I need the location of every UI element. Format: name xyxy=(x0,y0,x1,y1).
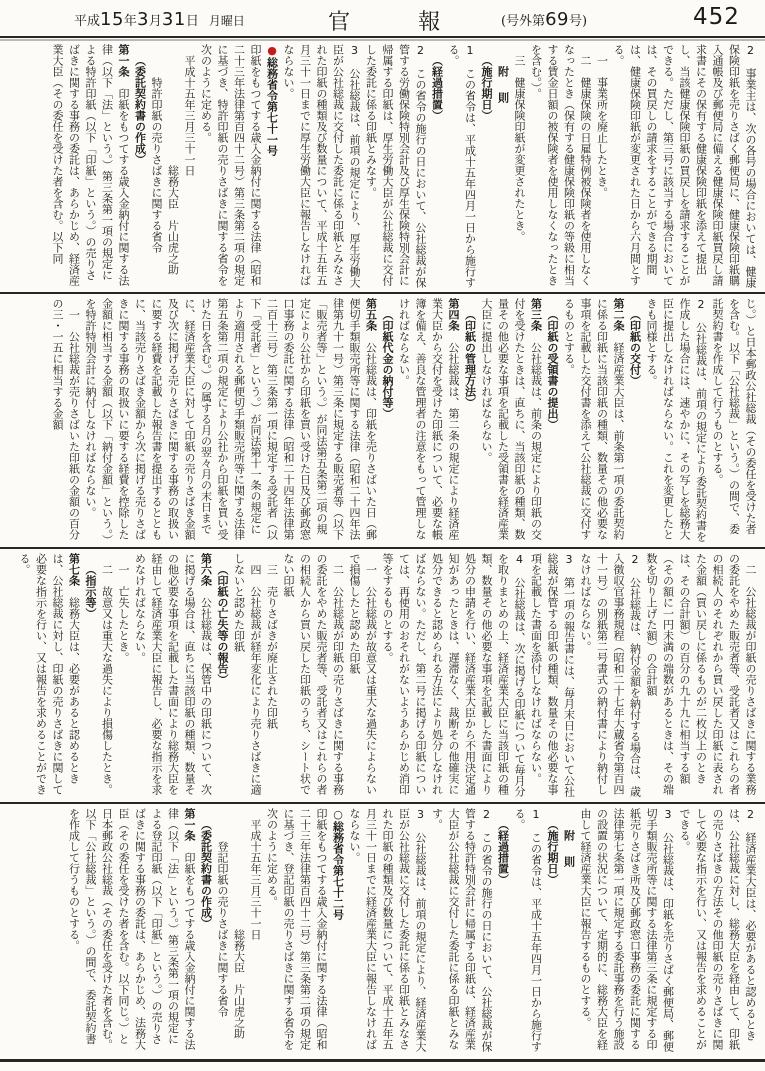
header-text: (号外第 xyxy=(501,14,546,29)
paragraph: 2 この省令の施行の日において、公社総裁が保管する特許特別会計に帰属する印紙は、経済産業大臣が公社総裁に交付した委託に係る印紙とみなす。 xyxy=(430,808,493,1052)
paragraph: 2 公社総裁は、前項の規定により委託契約書を作成した場合には、速やかに、その写しを総務大臣に提出しなければならない。これを変更したときも同様とする。 xyxy=(645,298,708,542)
paragraph: 第四条 公社総裁は、第二条の規定により経済産業大臣から交付を受けた印紙について、必要な帳簿を備え、善良な管理者の注意をもって管理しなければならない。 xyxy=(397,298,460,540)
paragraph: 第三条 公社総裁は、前条の規定により印紙の交付を受けたときは、直ちに、当該印紙の種類、数量その他必要な事項を記載した受領書を経済産業大臣に提出しなければならない。 xyxy=(480,298,543,540)
paragraph: 一 事業所を廃止したとき。 xyxy=(595,55,609,198)
paragraph xyxy=(82,553,99,799)
bold-heading-text: 第二条 xyxy=(612,298,625,331)
bold-heading-text: 第一条 xyxy=(117,44,130,77)
paragraph-number: 3 xyxy=(414,808,427,821)
paragraph: 二 故意又は重大な過失により損傷したとき。 xyxy=(100,564,114,795)
separator-rule xyxy=(0,547,765,549)
gazette-header xyxy=(0,0,765,38)
minister-signature: 総務大臣 片山虎之助 xyxy=(166,165,180,275)
bold-heading-text: （印紙の管理方法） xyxy=(463,309,477,408)
header-text: 月 xyxy=(148,14,162,29)
paragraph: 一 亡失したとき。 xyxy=(117,564,130,663)
paragraph: 印紙をもつてする歳入金納付に関する法律（昭和二十三年法律第百四十二号）第三条第二項の規定に基づき、特許印紙の売りさばきに関する省令を次のように定める。 xyxy=(199,44,262,286)
paragraph-number: 1 xyxy=(463,44,477,57)
text-band-2 xyxy=(8,298,758,544)
paragraph xyxy=(544,808,561,1054)
paragraph xyxy=(544,298,561,544)
bold-heading-text: （経過措置） xyxy=(496,819,510,885)
text-band-1 xyxy=(8,44,758,290)
paragraph: 二 公社総裁が印紙の売りさばきに関する業務の委託をやめた販売者等、受託者又はこれらの者の相続人のそれぞれから買い戻した印紙に表された金額（買い戻しに係るものが二枚以上のときは、その合計額）の百分の九十九に相当する額（その額に一円未満の端数があるときは、その端数を切り上げた額）の合計額 xyxy=(645,553,757,795)
paragraph-number: 2 xyxy=(694,298,708,311)
ordinance-71-heading xyxy=(263,44,280,290)
header-text: 号) xyxy=(568,14,588,29)
bold-heading-text: 総務省令第七十二号 xyxy=(331,821,345,920)
paragraph xyxy=(131,44,148,290)
ordinance-circle-icon: ○ xyxy=(331,808,345,821)
paragraph-number: 3 xyxy=(562,553,576,566)
paragraph: 一 公社総裁が売りさばいた印紙の金額の百分の三・一五に相当する金額 xyxy=(51,298,81,540)
paragraph: 印紙をもつてする歳入金納付に関する法律（昭和二十三年法律第百四十二号）第三条第二項の規定に基づき、登記印紙の売りさばきに関する省令を次のように定める。 xyxy=(265,808,328,1050)
paragraph: 三 売りさばきが廃止された印紙 xyxy=(265,564,279,729)
header-numeral: 31 xyxy=(161,9,186,30)
bold-heading-text: 総務省令第七十一号 xyxy=(265,57,279,156)
bold-heading-text: （印紙の亡失等の報告） xyxy=(216,564,229,685)
paragraph: 2 経済産業大臣は、必要があると認めるときは、公社総裁に対し、総務大臣を経由して、印紙の売りさばきの方法その他印紙の売りさばきに関して必要な指示を行い、又は報告を求めることができる。 xyxy=(678,808,757,1050)
bold-heading-text: （印紙代金の納付等） xyxy=(381,309,394,419)
paragraph-number: 2 xyxy=(480,808,493,821)
header-rule xyxy=(0,36,765,38)
minister-signature: 総務大臣 片山虎之助 xyxy=(232,929,246,1039)
ordinance-72-title: 登記印紙の売りさばきに関する省令 xyxy=(216,841,229,1017)
header-text: 平成 xyxy=(74,14,101,29)
promulgation-date: 平成十五年三月三十一日 xyxy=(183,55,196,176)
paragraph: 第一条 印紙をもつてする歳入金納付に関する法律（以下「法」という。）第三条第一項の規定による特許印紙（以下「印紙」という。）の売りさばきに関する事務の委託は、あらかじめ、経済産業大臣（その委任を受けた者を含む。以下同 xyxy=(51,44,130,286)
paragraph: 第七条 総務大臣は、必要があると認めるときは、公社総裁に対し、印紙の売りさばきに関して必要な指示を行い、又は報告を求めることができる。 xyxy=(18,553,81,795)
promulgation-date: 平成十五年三月三十一日 xyxy=(249,819,262,940)
paragraph-number: 2 xyxy=(744,808,757,821)
paragraph: 3 公社総裁は、前項の規定により、経済産業大臣が公社総裁に交付した委託に係る印紙とみなされた印紙の種類及び数量について、平成十五年五月三十一日までに経済産業大臣に報告しなければならない。 xyxy=(348,808,427,1052)
header-text: 年 xyxy=(123,14,137,29)
paragraph-number: 1 xyxy=(529,808,543,821)
bold-heading-text: 附 則 xyxy=(496,66,510,105)
bold-heading-text: （施行期日） xyxy=(546,819,559,885)
paragraph: 三 健康保険印紙が変更されたとき。 xyxy=(513,55,526,242)
gazette-date xyxy=(74,9,245,30)
bold-heading-text: 第七条 xyxy=(67,553,81,586)
bold-heading-text: （印紙の受領書の提出） xyxy=(546,309,559,430)
paragraph: 第五条 公社総裁は、印紙を売りさばいた日（郵便切手類販売所等に関する法律（昭和二十四年法律第九十一号）第三条に規定する販売者等（以下「販売者等」という。）が同法第五条第二項の規定により公社から印紙を買い受けた日及び郵政窓口事務の委託に関する法律（昭和二十四年法律第二百十三号）第三条第一項に規定する受託者（以下「受託者」という。）が同法第十一条の規定により適用される郵便切手類販売所等に関する法律第五条第二項の規定により公社から印紙を買い受けた日を含む。）の属する月の翌々月の末日までに、経済産業大臣に対して印紙の売りさばき金額及び次に掲げる売りさばきに関する事務の取扱いに要する経費を記載した報告書を提出するとともに、当該売りさばき金額から次に掲げる売りさばきに関する事務の取扱いに要する経費を控除した金額に相当する金額（以下「納付金額」という。）を特許特別会計に納付しなければならない。 xyxy=(84,298,378,540)
paragraph-number: 2 xyxy=(414,44,427,57)
gazette-weekday: 月曜日 xyxy=(208,14,245,28)
bold-heading-text: （施行期日） xyxy=(480,55,493,121)
bold-heading-text: 第五条 xyxy=(364,298,378,331)
gazette-title-char-kan: 官 xyxy=(328,10,351,35)
paragraph: じ。）と日本郵政公社総裁（その委任を受けた者を含む。以下「公社総裁」という。）の間で、委託契約書を作成して行うものとする。 xyxy=(711,298,757,535)
header-text: 日 xyxy=(185,14,199,29)
paragraph xyxy=(461,298,478,544)
bold-heading-text: 第三条 xyxy=(529,298,543,331)
paragraph: 四 公社総裁が経年変化により売りさばきに適しないと認めた印紙 xyxy=(232,553,262,795)
header-numeral: 15 xyxy=(100,9,124,30)
paragraph-number: 3 xyxy=(348,44,361,57)
paragraph-number: 2 xyxy=(744,44,757,57)
bold-heading-text: 第六条 xyxy=(199,553,213,586)
paragraph xyxy=(428,44,445,290)
paragraph-number: 2 xyxy=(628,553,642,566)
paragraph: 2 事業主は、次の各号の場合においては、健康保険印紙を売りさばく郵便局に、健康保険印紙購入通帳及び郵便局に備える健康保険印紙買戻し請求書にその保有する健康保険印紙を添えて提出し、当該健康保険印紙の買戻しを請求することができる。ただし、第三号に該当する場合においては、その買戻しの請求をすることができる期間は、健康保険印紙が変更された日から六月間とする。 xyxy=(612,44,757,288)
text-band-3 xyxy=(8,553,758,799)
paragraph: 3 公社総裁は、印紙を売りさばく郵便局、郵便切手類販売所等に関する法律第三条に規定する印紙売りさばき所及び郵政窓口事務の委託に関する法律第七条第一項に規定する委託事務を行う施設の設置の状況について、定期的に、総務大臣を経由して経済産業大臣に報告するものとする。 xyxy=(579,808,675,1052)
gazette-title-char-ho: 報 xyxy=(417,10,440,35)
paragraph: 第六条 公社総裁は、保管中の印紙について、次に掲げる場合は、直ちに当該印紙の種類、数量その他必要な事項を記載した書面により総務大臣を経由して経済産業大臣に報告し、必要な指示を求めなければならない。 xyxy=(133,553,213,795)
paragraph xyxy=(626,298,643,544)
header-numeral: 3 xyxy=(136,9,149,30)
paragraph: 2 公社総裁は、納付金額を納付する場合は、歳入徴収官事務規程（昭和二十七年大蔵省令第百四十一号）の別紙第二号書式の納付書により納付しなければならない。 xyxy=(579,553,642,797)
header-numeral: 69 xyxy=(545,9,569,30)
bold-heading-text: 附 則 xyxy=(562,830,576,869)
paragraph: 3 第一項の報告書には、毎月末日において公社総裁が保管する印紙の種類、数量その他必要な事項を記載した書面を添付しなければならない。 xyxy=(529,553,576,797)
bold-heading-text: （委託契約書の作成） xyxy=(133,55,147,165)
bold-heading-text: 第一条 xyxy=(183,808,196,841)
ordinance-71-title: 特許印紙の売りさばきに関する省令 xyxy=(150,77,163,253)
paragraph: 2 この省令の施行の日において、公社総裁が保管する労働保険特別会計及び厚生保険特別会計に帰属する印紙は、厚生労働大臣が公社総裁に交付した委託に係る印紙とみなす。 xyxy=(364,44,427,288)
gazette-title xyxy=(328,5,440,36)
paragraph: 4 公社総裁は、次に掲げる印紙について毎月分を取りまとめの上、経済産業大臣に当該印紙の種類、数量その他必要な事項を記載した書面により処分の申請を行い、経済産業大臣から不用決定通知があったときは、遅滞なく、裁断その他確実に処分できると認められる方法により処分しなければならない。ただし、第二号に掲げる印紙については、再使用のおそれがないようあらかじめ消印等をするものとする。 xyxy=(381,553,526,797)
paragraph-number: 3 xyxy=(661,808,675,821)
paragraph: 1 この省令は、平成十五年四月一日から施行する。 xyxy=(513,808,543,1052)
ordinance-72-heading xyxy=(329,808,346,1054)
paragraph xyxy=(214,553,231,799)
appendix-heading xyxy=(494,44,511,290)
paragraph-number: 4 xyxy=(513,553,526,566)
paragraph: 一 公社総裁が故意又は重大な過失によらないで損傷したと認めた印紙 xyxy=(348,553,378,795)
bold-heading-text: （指示等） xyxy=(84,564,97,619)
paragraph: 二 公社総裁が印紙の売りさばきに関する事務の委託をやめた販売者等、受託者又はこれらの者の相続人から買い戻した印紙のうち、シート状でない印紙 xyxy=(282,553,345,795)
bold-heading-text: 第四条 xyxy=(447,298,460,331)
bold-heading-text: （印紙の交付） xyxy=(628,309,642,386)
paragraph: 二 健康保険の日雇特例被保険者を使用しなくなったとき（保有する健康保険印紙の等級に相当する賃金日額の被保険者を使用しなくなったときを含む。）。 xyxy=(529,44,592,286)
issue-number xyxy=(501,9,587,30)
paragraph: 第二条 経済産業大臣は、前条第一項の委託契約に係る印紙に当該印紙の種類、数量その他必要な事項を記載した交付書を添えて公社総裁に交付するものとする。 xyxy=(562,298,625,540)
page-number: 452 xyxy=(693,4,740,30)
separator-rule xyxy=(0,292,765,294)
separator-rule xyxy=(0,802,765,804)
paragraph: 3 公社総裁は、前項の規定により、厚生労働大臣が公社総裁に交付した委託に係る印紙とみなされた印紙の種類及び数量について、平成十五年五月三十一日までに厚生労働大臣に報告しなければならない。 xyxy=(282,44,361,288)
bold-heading-text: （委託契約書の作成） xyxy=(199,819,213,929)
paragraph xyxy=(494,808,511,1054)
paragraph: 1 この省令は、平成十五年四月一日から施行する。 xyxy=(447,44,477,288)
bottom-rule xyxy=(0,1059,765,1062)
text-band-4 xyxy=(8,808,758,1054)
bold-heading-text: （経過措置） xyxy=(430,55,444,121)
paragraph xyxy=(478,44,495,290)
paragraph xyxy=(197,808,214,1054)
appendix-heading xyxy=(560,808,577,1054)
ordinance-bullet-icon: ● xyxy=(265,44,279,57)
paragraph: 第一条 印紙をもつてする歳入金納付に関する法律（以下「法」という。）第三条第一項の規定による登記印紙（以下「印紙」という。）の売りさばきに関する事務の委託は、あらかじめ、法務大臣（その委任を受けた者を含む。以下同じ。）と日本郵政公社総裁（その委任を受けた者を含む。以下「公社総裁」という。）の間で、委託契約書を作成して行うものとする。 xyxy=(67,808,196,1050)
paragraph xyxy=(379,298,396,544)
